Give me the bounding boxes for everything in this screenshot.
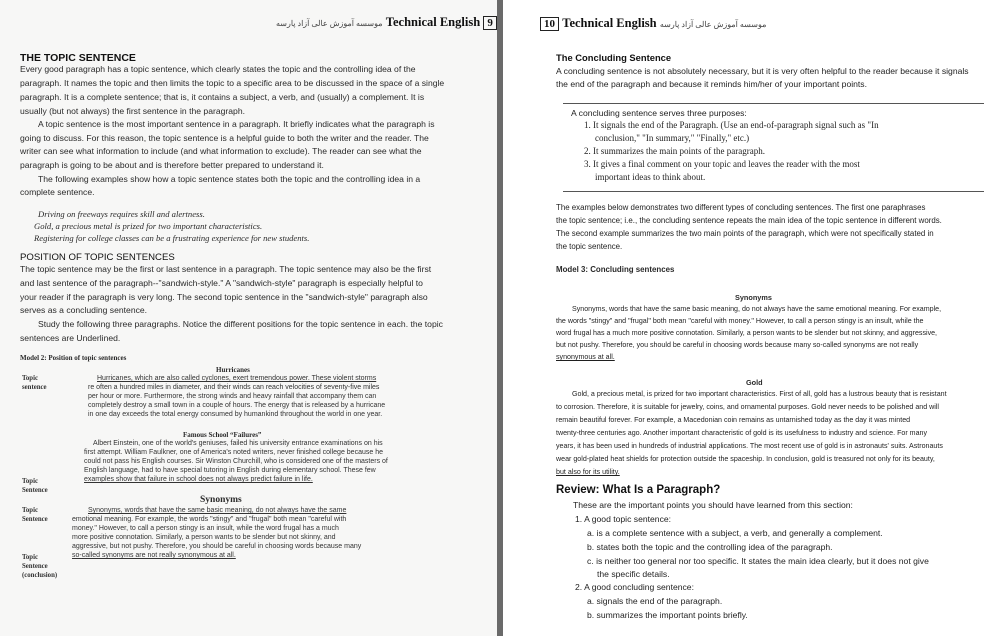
purpose-item: 3. It gives a final comment on your topic and leaves the reader with the most [584, 159, 860, 169]
text-line: A topic sentence is the most important sentence in a paragraph. It briefly indicates what the paragraph is [38, 119, 435, 129]
text-line: the words "stingy" and "frugal" both mean "careful with money." However, to call a person stingy is an insult, while the [556, 317, 924, 325]
section-heading-position: POSITION OF TOPIC SENTENCES [20, 252, 175, 263]
section-heading-topic-sentence: THE TOPIC SENTENCE [20, 52, 136, 64]
model-paragraph-title: Synonyms [735, 293, 772, 302]
text-line: The second example summarizes the two main points of the paragraph, which were not specifically stated in [556, 229, 934, 238]
section-heading-review: Review: What Is a Paragraph? [556, 484, 721, 496]
text-line: per hour or more. Furthermore, the strong winds and heavy rainfall that accompany them can [88, 393, 377, 400]
text-line: The examples below demonstrates two different types of concluding sentences. The first one paraphrases [556, 203, 926, 212]
review-item: a. is a complete sentence with a subject, a verb, and generally a complement. [587, 528, 883, 538]
text-line: English language, had to have special tutoring in English during elementary school. These few [84, 467, 376, 474]
text-line: complete sentence. [20, 187, 95, 197]
text-line: to corrosion. Therefore, it is suitable for jewelry, coins, and ornamental purposes. Gold never needs to be polished and will [556, 403, 940, 411]
page-number: 9 [483, 16, 497, 30]
text-line: word frugal has a much more positive connotation. Similarly, a person wants to be slender but not skinny, and aggressive, [556, 329, 938, 337]
text-line: emotional meaning. For example, the words "stingy" and "frugal" both mean "careful with [72, 516, 347, 523]
model-3-title: Model 3: Concluding sentences [556, 265, 675, 274]
text-line: years, it has been used in hundreds of industrial applications. The most recent use of gold is in astronauts' suits. Astronauts [556, 442, 943, 450]
purpose-item: 2. It summarizes the main points of the paragraph. [584, 146, 765, 156]
text-line: completely destroy a small town in a couple of hours. The energy that is released by a hurricane [88, 402, 386, 409]
margin-label-topic-sentence-conclusion: Topic Sentence (conclusion) [22, 554, 58, 579]
text-line: but not pushy. Therefore, you should be careful in choosing words because many so-called synonyms are not really [556, 341, 919, 349]
underlined-concluding-sentence: so-called synonyms are not really synonymous at all. [72, 552, 236, 559]
model-paragraph-title: Famous School “Failures” [183, 431, 262, 439]
text-line: twenty-three centuries ago. Another important characteristic of gold is its usefulness to industry and science. For many [556, 429, 928, 437]
review-item: b. summarizes the important points briefly. [587, 610, 748, 620]
review-intro: These are the important points you should have learned from this section: [573, 500, 853, 510]
review-item: b. states both the topic and the controlling idea of the paragraph. [587, 542, 833, 552]
text-line: usually (but not always) the first sentence in the paragraph. [20, 106, 245, 116]
example-sentence: Registering for college classes can be a frustrating experience for new students. [34, 233, 310, 243]
review-item: c. is neither too general nor too specific. It states the main idea clearly, but it does not give [587, 556, 929, 566]
text-line: sentences are Underlined. [20, 333, 121, 343]
review-item: a. signals the end of the paragraph. [587, 596, 723, 606]
model-paragraph-title: Synonyms [200, 495, 242, 505]
purpose-item: 1. It signals the end of the Paragraph. (Use an end-of-paragraph signal such as "In [584, 120, 879, 130]
header-title: Technical English [385, 15, 481, 29]
text-line: going to discuss. For this reason, the topic sentence is a helpful guide to both the writer and the reader. The [20, 133, 429, 143]
purpose-item: conclusion," "In summary," "Finally," etc.) [595, 133, 750, 143]
header-title: Technical English [562, 16, 657, 30]
text-line: more positive connotation. Similarly, a person wants to be slender but not skinny, and [72, 534, 336, 541]
text-line: in one day exceeds the total energy consumed by humankind throughout the world in one year. [88, 411, 383, 418]
underlined-topic-sentence: Hurricanes, which are also called cyclones, exert tremendous power. These violent storms [97, 375, 377, 382]
model-paragraph-title: Gold [746, 378, 763, 387]
text-line: Synonyms, words that have the same basic meaning, do not always have the same emotional meaning. For example, [572, 305, 942, 313]
text-line: could not pass his English courses. Sir Winston Churchill, who is considered one of the masters of [84, 458, 388, 465]
text-line: writer can see what information to include (and what information to exclude). The reader can see what the [20, 146, 422, 156]
underlined-topic-sentence: examples show that failure in school does not always predict failure in life. [84, 476, 313, 483]
text-line: aggressive, but not pushy. Therefore, you should be careful in choosing words because many [72, 543, 362, 550]
purposes-intro: A concluding sentence serves three purposes: [571, 108, 747, 118]
text-line: the end of the paragraph and because it reminds him/her of your important points. [556, 79, 867, 89]
text-line: A concluding sentence is not absolutely necessary, but it is very often helpful to the reader because it signals [556, 66, 969, 76]
text-line: Albert Einstein, one of the world's geniuses, failed his university entrance examinations on his [93, 440, 383, 447]
text-line: the topic sentence. [556, 242, 623, 251]
model-2-title: Model 2: Position of topic sentences [20, 354, 127, 362]
margin-label-topic-sentence: Topic Sentence [22, 507, 48, 523]
review-item: 2. A good concluding sentence: [575, 582, 694, 592]
margin-label-topic-sentence: Topic Sentence [22, 478, 48, 494]
institute-name: موسسه آموزش عالی آزاد پارسه [276, 19, 383, 28]
underlined-concluding-sentence: but also for its utility. [556, 468, 620, 476]
section-heading-concluding-sentence: The Concluding Sentence [556, 52, 672, 63]
review-item: 1. A good topic sentence: [575, 514, 672, 524]
text-line: paragraph. It names the topic and then limits the topic to a specific area to be discussed in the space of a single [20, 78, 445, 88]
text-line: and last sentence of the paragraph--"sandwich-style." A "sandwich-style" paragraph is especially helpful to [20, 278, 423, 288]
example-sentence: Gold, a precious metal is prized for two important characteristics. [34, 221, 263, 231]
text-line: Every good paragraph has a topic sentence, which clearly states the topic and the controlling idea of the [20, 64, 416, 74]
left-page-header [276, 14, 497, 30]
text-line: Study the following three paragraphs. Notice the different positions for the topic sentence in each. the topic [38, 319, 443, 329]
text-line: re often a hundred miles in diameter, and their winds can reach velocities of seventy-five miles [88, 384, 380, 391]
text-line: paragraph is going to be about and is therefore better prepared to understand it. [20, 160, 324, 170]
right-page-header [540, 15, 766, 31]
page-number: 10 [540, 17, 559, 31]
purpose-item: important ideas to think about. [595, 172, 706, 182]
text-line: The topic sentence may be the first or last sentence in a paragraph. The topic sentence may also be the first [20, 264, 432, 274]
example-sentence: Driving on freeways requires skill and alertness. [38, 209, 205, 219]
underlined-topic-sentence: Synonyms, words that have the same basic meaning, do not always have the same [88, 507, 347, 514]
text-line: remain beautiful forever. For example, a Macedonian coin remains as untarnished today as the day it was minted [556, 416, 911, 424]
text-line: paragraph. It is a complete sentence; that is, it contains a subject, a verb, and (usually) a complement. It is [20, 92, 425, 102]
model-paragraph-title: Hurricanes [216, 366, 250, 374]
text-line: Gold, a precious metal, is prized for two important characteristics. First of all, gold has a lustrous beauty that is resistant [572, 390, 947, 398]
text-line: the topic sentence; i.e., the concluding sentence repeats the main idea of the topic sentence in different words. [556, 216, 942, 225]
underlined-concluding-sentence: synonymous at all. [556, 353, 615, 361]
margin-label-topic-sentence: Topic sentence [22, 375, 47, 391]
text-line: serves as a concluding sentence. [20, 305, 148, 315]
text-line: first attempt. William Faulkner, one of America's noted writers, never finished college because he [84, 449, 383, 456]
text-line: wear gold-plated heat shields for protection outside the spaceship. In conclusion, gold is treasured not only for its beauty, [556, 455, 935, 463]
text-line: The following examples show how a topic sentence states both the topic and the controlling idea in a [38, 174, 421, 184]
institute-name: موسسه آموزش عالی آزاد پارسه [659, 20, 767, 29]
review-item: the specific details. [597, 569, 670, 579]
text-line: money." However, to call a person stingy is an insult, while the word frugal has a much [72, 525, 339, 532]
text-line: your reader if the paragraph is very long. The second topic sentence in the "sandwich-style" paragraph also [20, 292, 428, 302]
